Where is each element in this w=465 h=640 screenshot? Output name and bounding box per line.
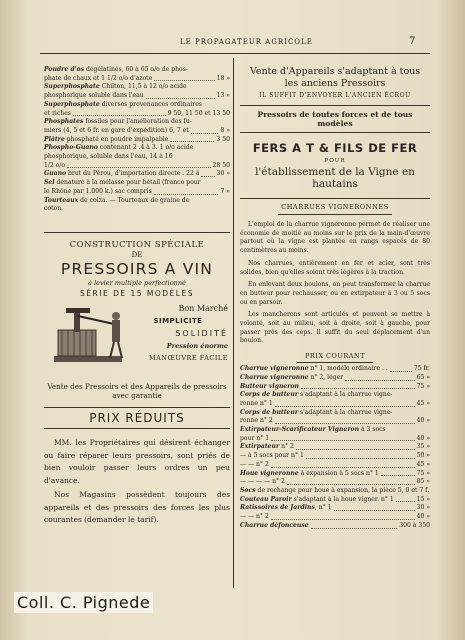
price-row-price: 300 à 350	[399, 521, 430, 529]
price-row-leader	[334, 504, 415, 511]
fertilizer-row-desc: le Rhône par 1.000 k.) sac compris	[44, 187, 152, 195]
fertilizer-row-lead: Poudre d'os	[44, 66, 85, 73]
price-row	[240, 522, 430, 531]
price-row-text	[240, 496, 394, 505]
price-row-price: 35 »	[416, 443, 430, 451]
fertilizer-row-desc: et riches	[44, 109, 71, 117]
price-row-lead: Charrue vigneronne	[240, 365, 309, 373]
fertilizer-row-lead: Guano	[44, 170, 67, 178]
collection-stamp: Coll. C. Pignede	[14, 592, 153, 613]
price-row-desc: , n° 1	[314, 504, 332, 512]
price-row-desc: s'adaptant à la charrue vigne-	[298, 391, 393, 399]
price-row	[240, 461, 430, 470]
ad-subline: à levier multiple perfectionné	[88, 279, 186, 287]
price-row-desc: n° 1, modèle ordinaire . .	[308, 365, 388, 373]
price-row-lead: Extirpateur-Scarificateur Vigneron	[240, 426, 360, 434]
fertilizer-row-desc: dégélatinés, 60 à 65 o/o de phos-	[84, 66, 188, 73]
fertilizer-row-price: 3 50	[216, 135, 230, 143]
pour-word: POUR	[324, 158, 346, 164]
price-row-text	[240, 374, 343, 383]
fertilizer-row-leader	[73, 110, 166, 117]
ad-paragraph-1: MM. les Propriétaires qui désirent échanger ou faire réparer leurs pressoirs, sont priés de bien vouloir passer leurs ordres un peu d'avance.	[44, 438, 230, 485]
price-row-text	[240, 426, 386, 435]
price-row-leader	[311, 522, 398, 529]
fertilizer-row	[44, 75, 230, 84]
fertilizer-row	[44, 66, 230, 75]
price-row-price: 75 »	[416, 469, 430, 477]
fertilizer-row	[44, 136, 230, 145]
price-row	[240, 513, 430, 522]
price-row-text	[240, 409, 392, 418]
price-row-price: 40 »	[416, 434, 430, 442]
section-rule	[44, 232, 230, 233]
fertilizer-row	[44, 92, 230, 101]
column-divider	[233, 58, 234, 588]
fertilizer-row-leader	[67, 162, 210, 169]
fertilizer-row	[44, 205, 230, 214]
price-row-desc: n° 2	[279, 443, 294, 451]
fertilizer-row-desc: Chilton, 11,5 à 12 o/o acide	[99, 83, 187, 91]
fertilizer-row-leader	[154, 188, 219, 195]
price-row	[240, 374, 430, 383]
fertilizer-list	[44, 66, 230, 214]
etablissement-line: l'établissement de la Vigne en hautains	[255, 166, 415, 190]
price-row-desc: — — n° 2	[240, 513, 269, 521]
price-row-text	[240, 513, 269, 522]
fertilizer-row-lead: Phospho-Guano	[44, 144, 98, 152]
ad-line-de: DE	[131, 251, 143, 259]
feature-pressure: Pression énorme	[166, 342, 228, 350]
fertilizer-row-text	[44, 162, 65, 171]
price-row-lead: Couteau Paroir	[240, 495, 292, 503]
fertilizer-row-text	[44, 144, 193, 153]
price-row-lead: Socs	[240, 486, 256, 494]
fertilizer-row-desc: coton.	[44, 205, 64, 213]
price-row	[240, 426, 430, 435]
price-row-desc: s'adaptant à la charrue vigne-	[298, 408, 393, 416]
price-row-text	[240, 383, 299, 392]
ad-paragraph-2: Nos Magasins possèdent toujours des appareils et des pressoirs des forces les plus courantes (demander le tarif).	[44, 490, 230, 524]
wine-press-illustration	[46, 302, 132, 374]
page-header	[0, 38, 465, 52]
price-row-desc: pour n° 1	[240, 434, 270, 442]
pressoirs-ad	[44, 240, 230, 527]
fertilizer-row-leader	[191, 127, 219, 134]
price-row-text	[240, 365, 388, 374]
fertilizer-row-lead: Superphosphate	[44, 83, 100, 91]
fertilizer-row-desc: phate de chaux et 1 1/2 o/o d'azote	[44, 74, 153, 82]
price-row-desc: — à 5 socs pour n° 1	[240, 452, 304, 460]
fers-heading: FERS A T & FILS DE FER	[252, 141, 418, 155]
price-row-price: 45 »	[416, 399, 430, 407]
price-row-text	[240, 417, 273, 426]
price-row-lead: Charrue vigneronne	[240, 373, 309, 381]
price-row	[240, 478, 430, 487]
fertilizer-row-lead: Plâtre	[44, 135, 65, 143]
price-row-lead: Extirpateur	[240, 443, 280, 451]
price-row	[240, 487, 430, 496]
fertilizer-row-lead: Phosphates	[44, 118, 84, 126]
fertilizer-row-text	[44, 75, 152, 84]
price-row-text	[240, 435, 269, 444]
charrue-paragraph-2: Nos charrues, entièrement en fer et acier, sont très solides, bien qu'elles soient très légères à la traction.	[240, 259, 430, 276]
fertilizer-row-desc: phosphorique soluble dans l'eau	[44, 92, 144, 100]
fertilizer-row-leader	[201, 170, 214, 177]
pressoirs-all-models: Pressoirs de toutes forces et de tous modèles	[257, 110, 413, 128]
prix-reduits-heading: PRIX RÉDUITS	[89, 411, 185, 425]
fertilizer-row	[44, 101, 230, 110]
fertilizer-row	[44, 188, 230, 197]
fertilizer-row-price: 30 »	[216, 170, 230, 178]
price-row	[240, 443, 430, 452]
feature-cheap: Bon Marché	[178, 304, 228, 313]
price-row-lead: Corps de butteur	[240, 391, 299, 399]
price-list	[240, 365, 430, 530]
fertilizer-row	[44, 162, 230, 171]
fertilizer-row-lead: Tourteaux	[44, 196, 79, 204]
price-row	[240, 400, 430, 409]
feature-easy: MANŒUVRE FACILE	[148, 354, 228, 362]
right-ad	[240, 66, 430, 531]
fertilizer-row-text	[44, 188, 152, 197]
price-row-leader	[381, 470, 415, 477]
fertilizer-row-text	[44, 101, 202, 110]
price-row-lead: Houe vigneronne	[240, 469, 299, 477]
charrue-paragraph-1: L'emploi de la charrue vigneronne permet de réaliser une économie de moitié au moins sur le prix de la main-d'œuvre partout où la vigne est plantée en rangs espacés de 80 centimètres au moins.	[240, 221, 430, 255]
fertilizer-row-text	[44, 153, 173, 162]
fertilizer-row-text	[44, 197, 189, 206]
header-rule	[40, 53, 430, 54]
price-row	[240, 496, 430, 505]
price-row	[240, 417, 430, 426]
fertilizer-row-leader	[146, 92, 215, 99]
fertilizer-row-desc: 1/2 o/o	[44, 161, 66, 169]
price-row-price: 40 »	[416, 417, 430, 425]
price-row-text	[240, 391, 392, 400]
fertilizer-row-price: 8 »	[220, 126, 230, 134]
charrues-heading: CHARRUES VIGNERONNES	[281, 203, 389, 211]
price-row-desc: ronne n° 1	[240, 399, 273, 407]
price-row-text	[240, 522, 309, 531]
vente-line-2: les anciens Pressoirs	[284, 78, 386, 89]
fertilizer-row	[44, 179, 230, 188]
price-row-leader	[306, 452, 415, 459]
price-row-desc: à expansion à 5 socs n° 1	[298, 469, 379, 477]
fertilizer-row-desc: diverses provenances ordinaires	[99, 100, 202, 108]
fertilizer-row-lead: Superphosphate	[44, 100, 100, 108]
price-row-text	[240, 461, 269, 470]
running-title: LE PROPAGATEUR AGRICOLE	[180, 38, 313, 46]
price-row-price: 75 fr.	[413, 365, 430, 373]
price-row-leader	[296, 443, 415, 450]
fertilizer-row-desc: contenant 2 .4 à 3. 1 o/o acide	[97, 144, 194, 152]
vente-line-1: Vente d'Appareils s'adaptant à tous	[249, 66, 421, 77]
price-row-price: 50 »	[416, 452, 430, 460]
price-row-price: 30 »	[416, 504, 430, 512]
price-row-text	[240, 452, 304, 461]
price-row-leader	[301, 383, 415, 390]
fertilizer-row-desc: miers (4, 5 et 6 fr. en gare d'expédition) 6, 7 et	[44, 126, 189, 134]
charrue-paragraph-4: Les mancherons sont articulés et peuvent se mettre à volonté, soit au milieu, soit à droite, soit à gauche, pour passer près des ceps. Il suffit du seul déplacement d'un boulon.	[240, 311, 430, 345]
fertilizer-row	[44, 144, 230, 153]
fertilizer-row-leader	[154, 75, 214, 82]
price-row-leader	[287, 478, 415, 485]
feature-simplicity: SIMPLICITÉ	[153, 317, 203, 325]
fertilizer-row-price: 7 »	[220, 187, 230, 195]
price-row-lead: Ratissoires de Jardins	[240, 504, 315, 512]
fertilizer-row	[44, 153, 230, 162]
fertilizer-row-price: 9 50, 11 50 et 13 50	[167, 109, 230, 117]
price-row-text	[240, 487, 429, 496]
feature-solidity: SOLIDITÉ	[175, 329, 228, 338]
ad-series: SÉRIE DE 15 MODÈLES	[80, 289, 194, 298]
price-row-price: 40 »	[416, 513, 430, 521]
fertilizer-row-desc: de colza. — Tourteaux de graine de	[78, 196, 190, 204]
price-row-leader	[271, 435, 414, 442]
fertilizer-row	[44, 170, 230, 179]
price-row-price: 15 »	[416, 495, 430, 503]
fertilizer-row-desc: brut du Pérou, d'importation directe . 22 à	[66, 170, 200, 178]
price-row-price: 45 »	[416, 460, 430, 468]
fertilizer-row-price: 28 50	[212, 161, 230, 169]
fertilizer-row-price: 13 »	[216, 92, 230, 100]
fertilizer-row-desc: phosphaté en poudre impalpable	[64, 135, 169, 143]
page-number: 7	[409, 36, 416, 47]
fertilizer-row-text	[44, 66, 188, 75]
price-row	[240, 504, 430, 513]
price-row-price: 75 »	[416, 382, 430, 390]
fertilizer-row-text	[44, 118, 192, 127]
prix-courant-heading: PRIX COURANT	[305, 352, 365, 361]
price-row-leader	[345, 374, 414, 381]
price-row-price: 65 »	[416, 373, 430, 381]
fertilizer-row-text	[44, 179, 201, 188]
price-row-text	[240, 443, 294, 452]
price-row-price: 85 »	[416, 478, 430, 486]
fertilizer-row-text	[44, 205, 63, 214]
fertilizer-row-text	[44, 92, 144, 101]
price-row-leader	[390, 365, 412, 372]
fertilizer-row	[44, 110, 230, 119]
fertilizer-row-leader	[170, 136, 214, 143]
price-row-lead: Charrue défonceuse	[240, 521, 309, 529]
fertilizer-row-price: 18 »	[216, 74, 230, 82]
price-row-desc: à 3 socs	[359, 426, 386, 434]
fertilizer-row-text	[44, 136, 168, 145]
price-row	[240, 435, 430, 444]
fertilizer-row-desc: phosphorique, soluble dans l'eau, 14 à 16	[44, 153, 173, 161]
price-row-text	[240, 400, 273, 409]
ad-line-construction: CONSTRUCTION SPÉCIALE	[69, 240, 205, 250]
price-row	[240, 383, 430, 392]
price-row-desc: s'adaptant à la houe vigner. n° 1	[291, 495, 394, 503]
price-row	[240, 470, 430, 479]
fertilizer-row-desc: fossiles pour l'amélioration des fu-	[83, 118, 192, 126]
price-row-text	[240, 470, 379, 479]
price-row-text	[240, 478, 285, 487]
vente-line-3: IL SUFFIT D'ENVOYER L'ANCIEN ÉCROU	[259, 92, 411, 99]
fertilizer-row-text	[44, 83, 187, 92]
price-row-leader	[275, 417, 415, 424]
ad-sale-line: Vente des Pressoirs et des Appareils de pressoirs avec garantie	[47, 382, 227, 400]
fertilizer-row-text	[44, 170, 199, 179]
charrue-paragraph-3: En enlevant deux boulons, on peut transformer la charrue en butteur pour rechausser, ou en extirpateur à 3 ou 5 socs ou en parsoir.	[240, 281, 430, 306]
price-row	[240, 452, 430, 461]
price-row	[240, 409, 430, 418]
fertilizer-row-lead: Sel	[44, 179, 55, 187]
fertilizer-row	[44, 118, 230, 127]
price-row-leader	[396, 496, 415, 503]
price-row-leader	[275, 400, 415, 407]
ad-headline: PRESSOIRS A VIN	[60, 260, 214, 278]
fertilizer-row	[44, 127, 230, 136]
fertilizer-row-text	[44, 127, 189, 136]
price-row-leader	[271, 513, 415, 520]
price-row-lead: Butteur vigneron	[240, 382, 299, 390]
fertilizer-row	[44, 197, 230, 206]
price-row-text	[240, 504, 332, 513]
fertilizer-row-desc: dénaturé à la mélasse pour bétail (franco pour	[54, 179, 201, 187]
price-row-desc: — — — — n° 2	[240, 478, 285, 486]
price-row-desc: de rechange pour houe à expansion, la pièce 5, 0 et 7 f.	[255, 486, 430, 494]
price-row-lead: Corps de butteur	[240, 408, 299, 416]
price-row-desc: n° 2, léger	[308, 373, 344, 381]
price-row	[240, 391, 430, 400]
price-row-leader	[271, 461, 415, 468]
fertilizer-row-text	[44, 110, 71, 119]
price-row-desc: — — n° 2	[240, 460, 269, 468]
price-row	[240, 365, 430, 374]
fertilizer-row	[44, 83, 230, 92]
price-row-desc: ronne n° 2	[240, 417, 273, 425]
